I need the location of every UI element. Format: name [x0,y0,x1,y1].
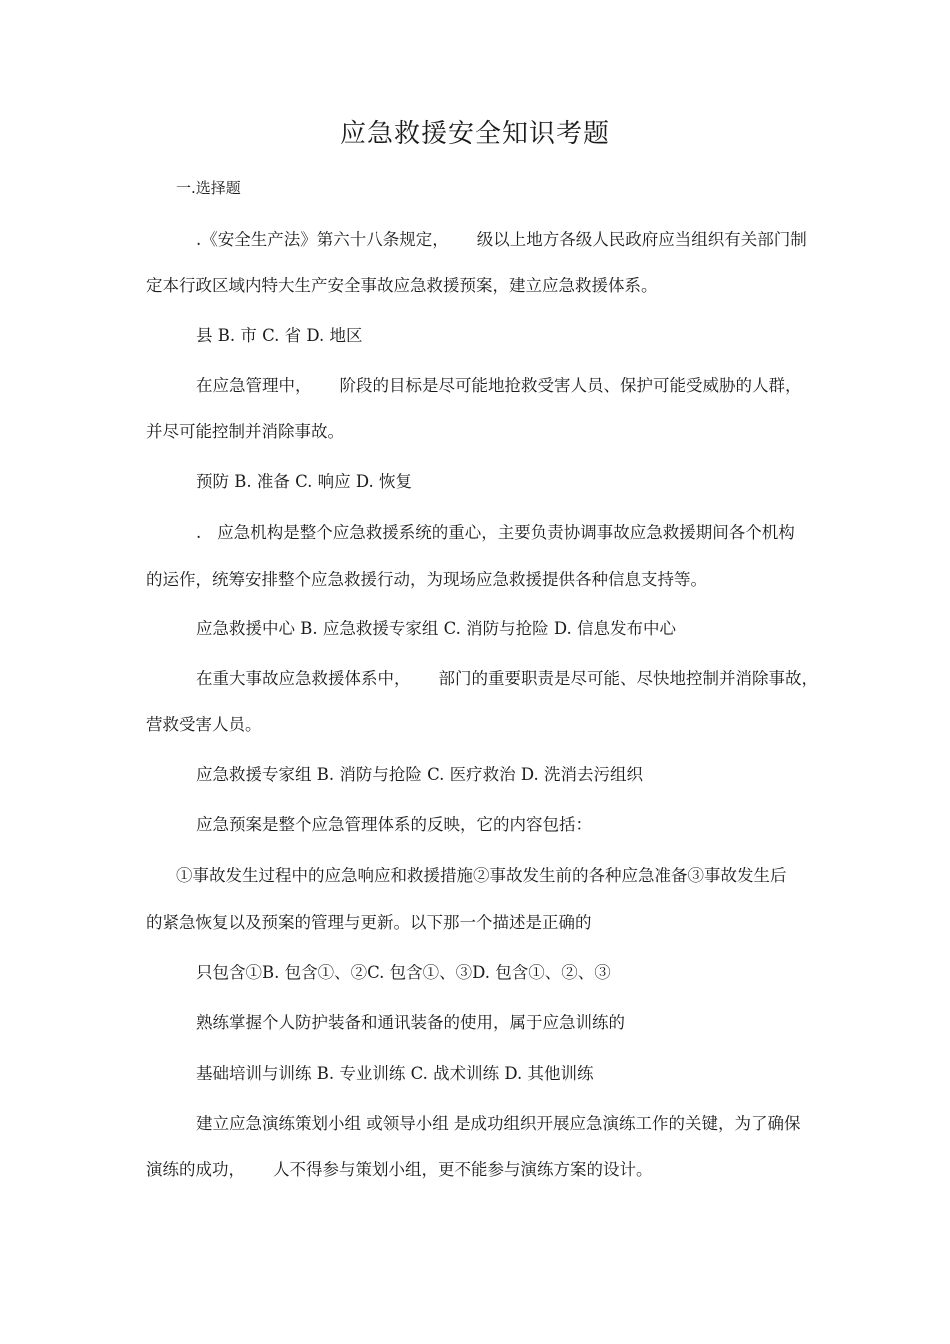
question-1-line-2: 定本行政区域内特大生产安全事故应急救援预案，建立应急救援体系。 [146,276,658,295]
question-6-options: 基础培训与训练 B. 专业训练 C. 战术训练 D. 其他训练 [196,1064,594,1083]
question-5-line-1: 应急预案是整个应急管理体系的反映，它的内容包括： [196,815,592,834]
question-1-text-b: 级以上地方各级人民政府应当组织有关部门制 [476,230,807,249]
question-1-text-a: .《安全生产法》第六十八条规定， [196,230,449,249]
question-3-options: 应急救援中心 B. 应急救援专家组 C. 消防与抢险 D. 信息发布中心 [196,619,677,638]
question-2-line-2: 并尽可能控制并消除事故。 [146,422,344,441]
question-4-text-b: 部门的重要职责是尽可能、尽快地控制并消除事故， [438,669,818,688]
section-heading: 一.选择题 [176,179,241,197]
question-5-line-2: ①事故发生过程中的应急响应和救援措施②事故发生前的各种应急准备③事故发生后 [176,866,787,885]
question-5-line-3: 的紧急恢复以及预案的管理与更新。以下那一个描述是正确的 [146,913,592,932]
question-3-line-2: 的运作，统筹安排整个应急救援行动，为现场应急救援提供各种信息支持等。 [146,570,707,589]
question-5-options: 只包含①B. 包含①、②C. 包含①、③D. 包含①、②、③ [196,963,611,982]
question-7-text-b: 人不得参与策划小组，更不能参与演练方案的设计。 [273,1160,653,1179]
question-7-line-2 [146,1158,653,1182]
document-title: 应急救援安全知识考题 [339,119,610,149]
question-7-text-a: 演练的成功， [146,1160,245,1179]
question-4-line-1 [196,667,818,691]
question-4-line-2: 营救受害人员。 [146,715,262,734]
question-3-line-1 [196,521,795,545]
question-3-text-a: . [196,523,202,542]
question-2-text-a: 在应急管理中， [196,376,312,395]
question-1-line-1 [196,228,807,252]
question-4-text-a: 在重大事故应急救援体系中， [196,669,411,688]
question-4-options: 应急救援专家组 B. 消防与抢险 C. 医疗救治 D. 洗消去污组织 [196,765,644,784]
question-2-text-b: 阶段的目标是尽可能地抢救受害人员、保护可能受威胁的人群， [339,376,802,395]
question-2-line-1 [196,374,802,398]
question-3-text-b: 应急机构是整个应急救援系统的重心，主要负责协调事故应急救援期间各个机构 [217,523,795,542]
question-6-line-1: 熟练掌握个人防护装备和通讯装备的使用，属于应急训练的 [196,1013,625,1032]
question-1-options: 县 B. 市 C. 省 D. 地区 [196,326,363,345]
question-2-options: 预防 B. 准备 C. 响应 D. 恢复 [196,472,413,491]
question-7-line-1: 建立应急演练策划小组 或领导小组 是成功组织开展应急演练工作的关键，为了确保 [196,1114,801,1133]
